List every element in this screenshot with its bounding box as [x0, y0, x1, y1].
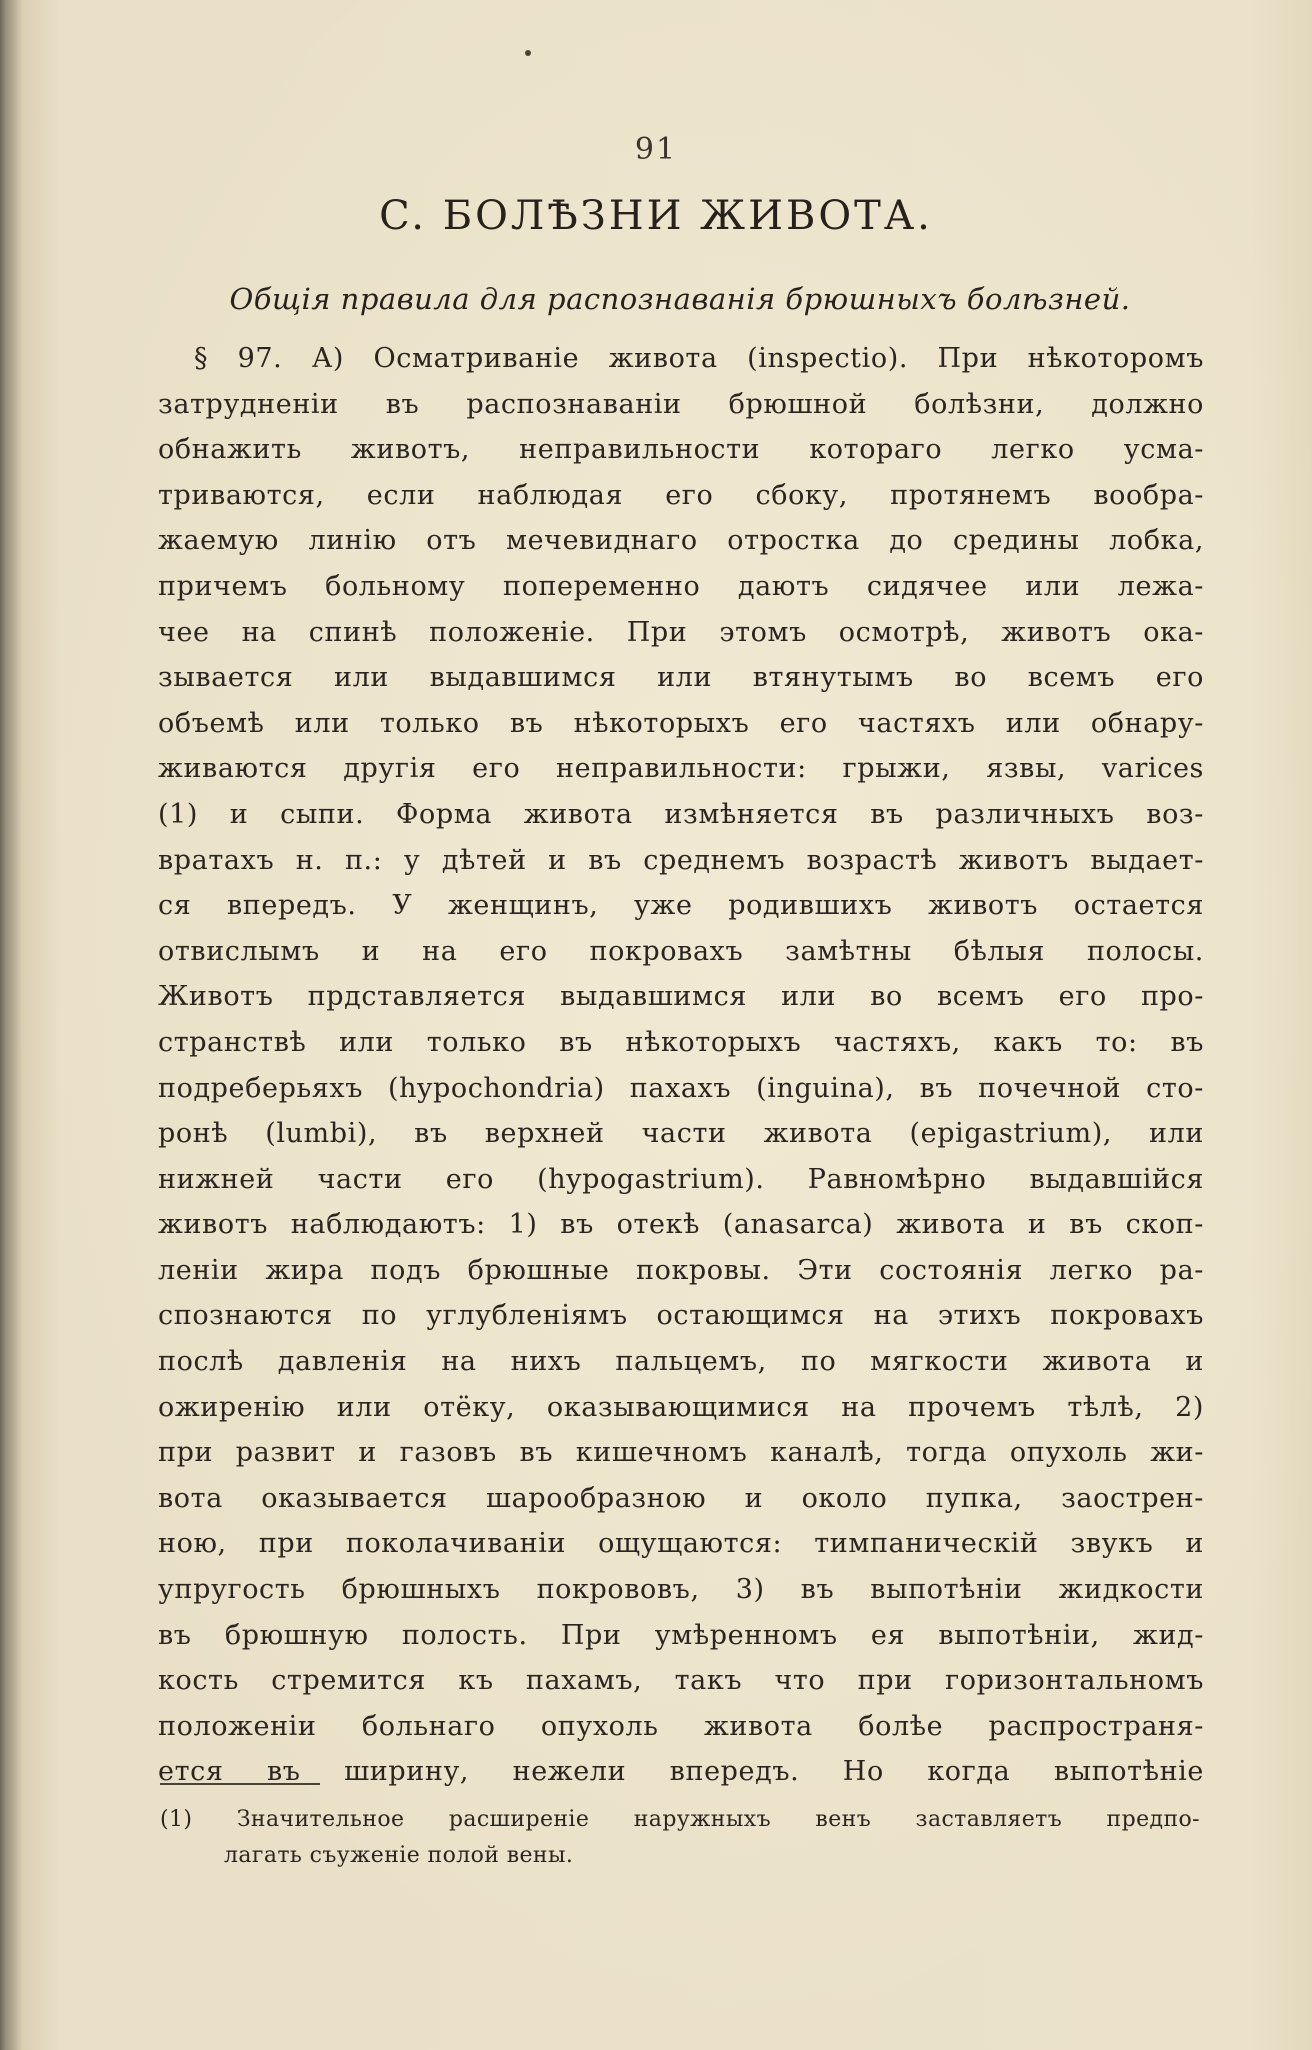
text-line: спознаются по углубленіямъ остающимся на этихъ покровахъ: [158, 1300, 1204, 1332]
text-line: Животъ прдставляется выдавшимся или во всемъ его про-: [158, 981, 1204, 1013]
text-line: странствѣ или только въ нѣкоторыхъ частяхъ, какъ то: въ: [158, 1026, 1204, 1058]
footnote: [160, 1802, 1200, 1874]
text-line: при развит и газовъ въ кишечномъ каналѣ, тогда опухоль жи-: [158, 1437, 1204, 1469]
ink-speck: [525, 50, 531, 56]
text-line: объемѣ или только въ нѣкоторыхъ его частяхъ или обнару-: [158, 707, 1204, 739]
text-line: положеніи больнаго опухоль живота болѣе распространя-: [158, 1710, 1204, 1742]
text-line: жаемую линію отъ мечевиднаго отростка до средины лобка,: [158, 525, 1204, 557]
footnote-line: (1) Значительное расширеніе наружныхъ венъ заставляетъ предпо-: [160, 1807, 1200, 1832]
text-line: въ брюшную полость. При умѣренномъ ея выпотѣніи, жид-: [158, 1619, 1204, 1651]
text-line: триваются, если наблюдая его сбоку, протянемъ вообра-: [158, 479, 1204, 511]
section-title: C. БОЛѢЗНИ ЖИВОТА.: [379, 193, 933, 239]
body-text: [158, 336, 1204, 1795]
text-line: живаются другія его неправильности: грыжи, язвы, varices: [158, 753, 1204, 785]
text-line: ся впередъ. У женщинъ, уже родившихъ животъ остается: [158, 890, 1204, 922]
text-line: вратахъ н. п.: у дѣтей и въ среднемъ возрастѣ животъ выдает-: [158, 844, 1204, 876]
text-line: § 97. А) Осматриваніе живота (inspectio). При нѣкоторомъ: [194, 343, 1204, 374]
text-line: затрудненіи въ распознаваніи брюшной болѣзни, должно: [158, 388, 1204, 420]
text-line: упругость брюшныхъ покрововъ, 3) въ выпотѣніи жидкости: [158, 1574, 1204, 1606]
text-line: кость стремится къ пахамъ, такъ что при горизонтальномъ: [158, 1665, 1204, 1697]
text-line: отвислымъ и на его покровахъ замѣтны бѣлыя полосы.: [158, 935, 1204, 967]
text-line: ронѣ (lumbi), въ верхней части живота (epigastrium), или: [158, 1118, 1204, 1150]
text-line: ожиренію или отёку, оказывающимися на прочемъ тѣлѣ, 2): [158, 1391, 1204, 1423]
page-number: 91: [634, 132, 678, 167]
text-line: чее на спинѣ положеніе. При этомъ осмотрѣ, животъ ока-: [158, 616, 1204, 648]
text-line: леніи жира подъ брюшные покровы. Эти состоянія легко ра-: [158, 1254, 1204, 1286]
text-line: (1) и сыпи. Форма живота измѣняется въ различныхъ воз-: [158, 798, 1204, 830]
text-line: вота оказывается шарообразною и около пупка, заострен-: [158, 1482, 1204, 1514]
text-line: животъ наблюдаютъ: 1) въ отекѣ (anasarca) живота и въ скоп-: [158, 1209, 1204, 1241]
text-line: обнажить животъ, неправильности котораго легко усма-: [158, 434, 1204, 466]
binding-shadow: [0, 0, 22, 2050]
footnote-line: лагать съуженіе полой вены.: [224, 1843, 574, 1868]
text-line: нижней части его (hypogastrium). Равномѣрно выдавшійся: [158, 1163, 1204, 1195]
text-line: ется въ ширину, нежели впередъ. Но когда выпотѣніе: [158, 1756, 1204, 1788]
subtitle: Общія правила для распознаванія брюшныхъ болѣзней.: [229, 282, 1131, 316]
text-line: подреберьяхъ (hypochondria) пахахъ (inguina), въ почечной сто-: [158, 1072, 1204, 1104]
text-line: ною, при поколачиваніи ощущаются: тимпаническій звукъ и: [158, 1528, 1204, 1560]
text-line: зывается или выдавшимся или втянутымъ во всемъ его: [158, 662, 1204, 694]
text-line: послѣ давленія на нихъ пальцемъ, по мягкости живота и: [158, 1346, 1204, 1378]
footnote-divider: [160, 1783, 320, 1785]
text-line: причемъ больному попеременно даютъ сидячее или лежа-: [158, 570, 1204, 602]
